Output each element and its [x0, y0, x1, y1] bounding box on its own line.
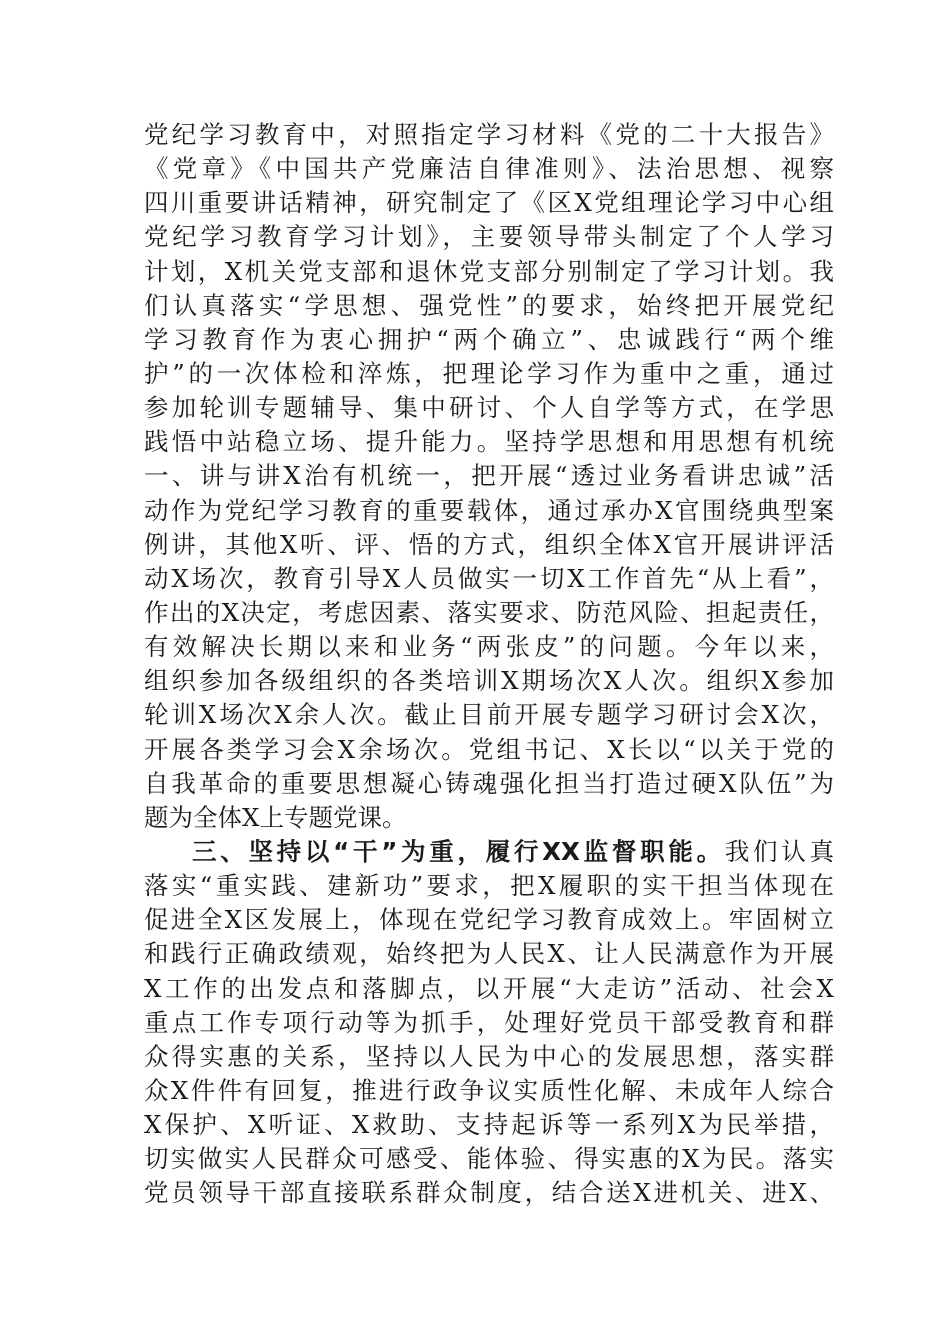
section-heading: 三、坚持以“干”为重，履行XX监督职能。	[192, 836, 725, 866]
text-line: 组织参加各级组织的各类培训X期场次X人次。组织X参加	[144, 666, 834, 696]
text-line: 一、讲与讲X治有机统一，把开展“透过业务看讲忠诚”活	[144, 461, 834, 491]
text-line: X工作的出发点和落脚点，以开展“大走访”活动、社会X	[144, 973, 834, 1003]
text-line: 学习教育作为衷心拥护“两个确立”、忠诚践行“两个维	[144, 324, 834, 354]
text-line: 切实做实人民群众可感受、能体验、得实惠的X为民。落实	[144, 1144, 834, 1174]
text-line: 践悟中站稳立场、提升能力。坚持学思想和用思想有机统	[144, 427, 834, 457]
text-line: 四川重要讲话精神，研究制定了《区X党组理论学习中心组	[144, 188, 834, 218]
text-line: X保护、X听证、X救助、支持起诉等一系列X为民举措，	[144, 1110, 834, 1140]
text-line: 党纪学习教育学习计划》，主要领导带头制定了个人学习	[144, 222, 834, 252]
text-line: 党纪学习教育中，对照指定学习材料《党的二十大报告》	[144, 120, 834, 149]
section-heading-line	[144, 835, 834, 869]
document-body	[144, 118, 834, 1211]
text-line: 作出的X决定，考虑因素、落实要求、防范风险、担起责任，	[144, 597, 834, 627]
text-line: 众X件件有回复，推进行政争议实质性化解、未成年人综合	[144, 1075, 834, 1105]
text-line: 党员领导干部直接联系群众制度，结合送X进机关、进X、	[144, 1178, 834, 1208]
text-line: 《党章》《中国共产党廉洁自律准则》、法治思想、视察	[144, 154, 834, 184]
text-line: 众得实惠的关系，坚持以人民为中心的发展思想，落实群	[144, 1041, 834, 1071]
text-line: 题为全体X上专题党课。	[144, 802, 407, 832]
heading-tail-text: 我们认真	[724, 836, 834, 866]
text-line: 参加轮训专题辅导、集中研讨、个人自学等方式，在学思	[144, 393, 834, 423]
text-line: 动X场次，教育引导X人员做实一切X工作首先“从上看”，	[144, 563, 834, 593]
text-line: 动作为党纪学习教育的重要载体，通过承办X官围绕典型案	[144, 495, 834, 525]
text-line: 们认真落实“学思想、强党性”的要求，始终把开展党纪	[144, 290, 834, 320]
text-line: 护”的一次体检和淬炼，把理论学习作为重中之重，通过	[144, 358, 834, 388]
text-line: 重点工作专项行动等为抓手，处理好党员干部受教育和群	[144, 1007, 834, 1037]
text-line: 计划，X机关党支部和退休党支部分别制定了学习计划。我	[144, 256, 834, 286]
text-line: 轮训X场次X余人次。截止目前开展专题学习研讨会X次，	[144, 700, 834, 730]
text-line: 自我革命的重要思想凝心铸魂强化担当打造过硬X队伍”为	[144, 768, 834, 798]
text-line: 和践行正确政绩观，始终把为人民X、让人民满意作为开展	[144, 939, 834, 969]
text-line: 开展各类学习会X余场次。党组书记、X长以“以关于党的	[144, 734, 834, 764]
text-line: 例讲，其他X听、评、悟的方式，组织全体X官开展讲评活	[144, 529, 834, 559]
text-line: 促进全X区发展上，体现在党纪学习教育成效上。牢固树立	[144, 905, 834, 935]
text-line: 有效解决长期以来和业务“两张皮”的问题。今年以来，	[144, 632, 834, 662]
text-line: 落实“重实践、建新功”要求，把X履职的实干担当体现在	[144, 871, 834, 901]
